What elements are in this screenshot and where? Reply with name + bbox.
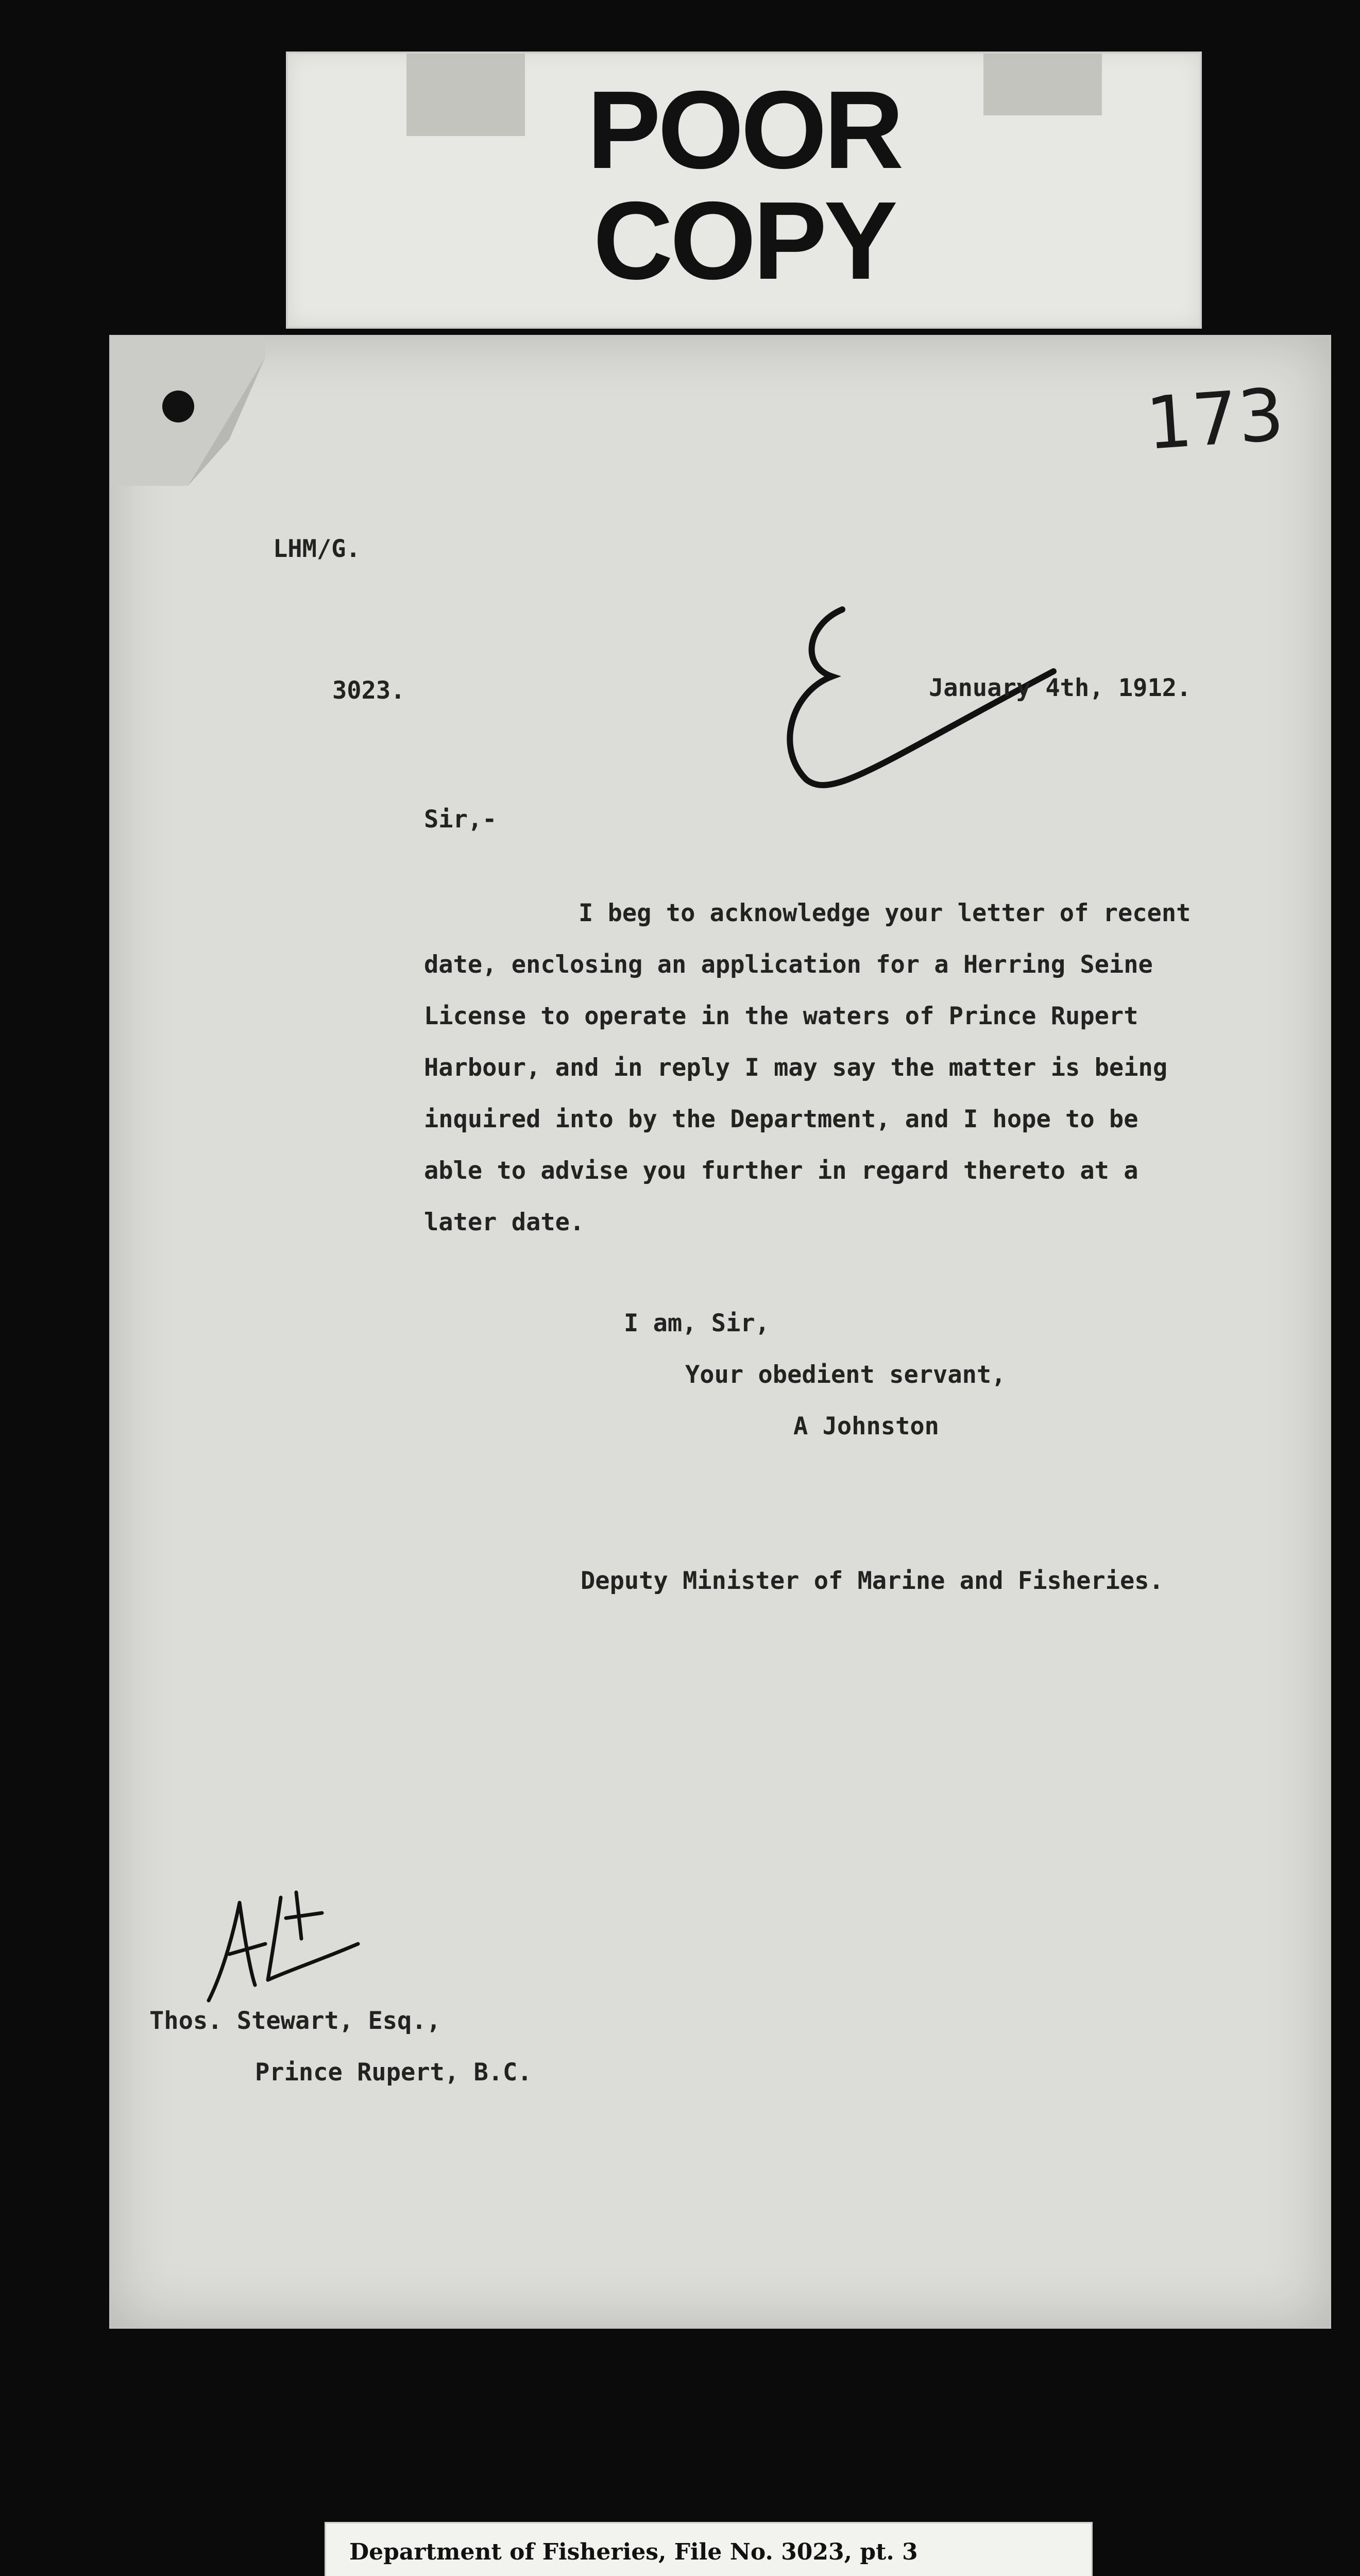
letter-date: January 4th, 1912.	[929, 674, 1192, 702]
body-line: License to operate in the waters of Prince Rupert	[424, 1002, 1138, 1030]
poor-copy-line-2: COPY	[593, 178, 895, 302]
file-number: 3023.	[332, 676, 405, 705]
poor-copy-line-1: POOR	[587, 67, 901, 192]
body-line: inquired into by the Department, and I hope to be	[424, 1105, 1138, 1133]
body-line: later date.	[424, 1208, 585, 1236]
letter-sheet	[109, 335, 1331, 2329]
addressee-name: Thos. Stewart, Esq.,	[149, 2007, 441, 2035]
punch-hole-icon	[162, 391, 194, 422]
closing-line: I am, Sir,	[624, 1309, 770, 1337]
closing-line: Your obedient servant,	[685, 1361, 1006, 1389]
poor-copy-card	[286, 52, 1202, 329]
folio-number: 173	[1143, 372, 1287, 467]
reference-initials: LHM/G.	[273, 535, 361, 563]
file-label-text: Department of Fisheries, File No. 3023, pt. 3	[349, 2539, 918, 2565]
addressee-place: Prince Rupert, B.C.	[255, 2058, 532, 2087]
body-line: I beg to acknowledge your letter of recent	[579, 899, 1191, 927]
handwritten-initials	[178, 1882, 363, 2011]
file-label	[325, 2522, 1093, 2576]
signatory-name: A Johnston	[793, 1412, 939, 1440]
body-line: date, enclosing an application for a Herring Seine	[424, 951, 1153, 979]
signatory-title: Deputy Minister of Marine and Fisheries.	[581, 1567, 1164, 1595]
body-line: Harbour, and in reply I may say the matter is being	[424, 1054, 1168, 1082]
body-line: able to advise you further in regard thereto at a	[424, 1157, 1138, 1185]
salutation: Sir,-	[424, 805, 497, 834]
handwritten-e-mark	[744, 594, 1064, 810]
